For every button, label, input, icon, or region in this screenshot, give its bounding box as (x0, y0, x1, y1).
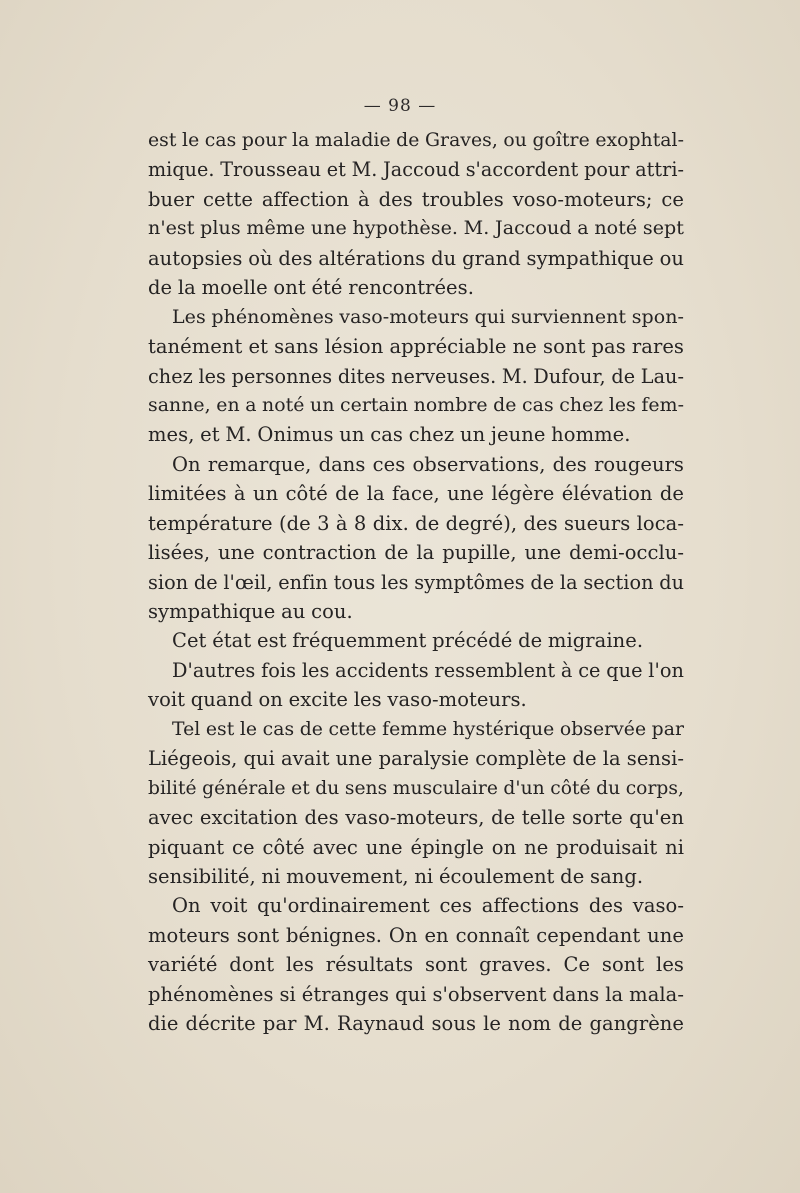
text-line: On remarque, dans ces observations, des rougeurs (172, 452, 684, 476)
text-line: lisées, une contraction de la pupille, une demi-occlu- (148, 541, 684, 565)
text-line: die décrite par M. Raynaud sous le nom de gangrène (148, 1012, 684, 1036)
text-line: On voit qu'ordinairement ces affections des vaso- (172, 894, 684, 918)
text-line: sion de l'œil, enfin tous les symptômes de la section du (148, 570, 684, 594)
text-line: limitées à un côté de la face, une légère élévation de (148, 482, 684, 506)
text-line: sensibilité, ni mouvement, ni écoulement de sang. (148, 864, 644, 888)
page-number: — 98 — (363, 96, 437, 116)
text-line: Tel est le cas de cette femme hystérique observée par (172, 718, 684, 740)
text-line: tanément et sans lésion appréciable ne sont pas rares (148, 335, 684, 359)
text-line: sanne, en a noté un certain nombre de cas chez les fem- (148, 393, 684, 416)
text-line: moteurs sont bénignes. On en connaît cependant une (148, 923, 684, 947)
text-line: est le cas pour la maladie de Graves, ou goître exophtal- (148, 130, 684, 151)
text-line: autopsies où des altérations du grand sympathique ou (148, 246, 684, 270)
text-line: bilité générale et du sens musculaire d'un côté du corps, (148, 777, 684, 799)
text-line: Les phénomènes vaso-moteurs qui surviennent spon- (172, 305, 684, 328)
text-line: sympathique au cou. (148, 600, 353, 623)
text-line: n'est plus même une hypothèse. M. Jaccoud a noté sept (148, 217, 684, 240)
text-line: piquant ce côté avec une épingle on ne produisait ni (148, 835, 684, 859)
text-line: avec excitation des vaso-moteurs, de telle sorte qu'en (148, 806, 684, 830)
text-line: buer cette affection à des troubles voso-moteurs; ce (148, 187, 684, 211)
body-text (148, 126, 684, 1039)
text-line: température (de 3 à 8 dix. de degré), des sueurs loca- (148, 511, 684, 535)
text-line: D'autres fois les accidents ressemblent à ce que l'on (172, 658, 684, 682)
text-line: chez les personnes dites nerveuses. M. Dufour, de Lau- (148, 364, 684, 388)
text-line: phénomènes si étranges qui s'observent dans la mala- (148, 982, 684, 1006)
text-line: Liégeois, qui avait une paralysie complète de la sensi- (148, 747, 684, 771)
text-line: mique. Trousseau et M. Jaccoud s'accordent pour attri- (148, 158, 684, 182)
text-line: variété dont les résultats sont graves. Ce sont les (148, 953, 684, 977)
text-line: de la moelle ont été rencontrées. (148, 276, 474, 300)
text-line: Cet état est fréquemment précédé de migraine. (172, 629, 644, 653)
text-line: mes, et M. Onimus un cas chez un jeune homme. (148, 423, 631, 447)
text-line: voit quand on excite les vaso-moteurs. (148, 688, 527, 712)
